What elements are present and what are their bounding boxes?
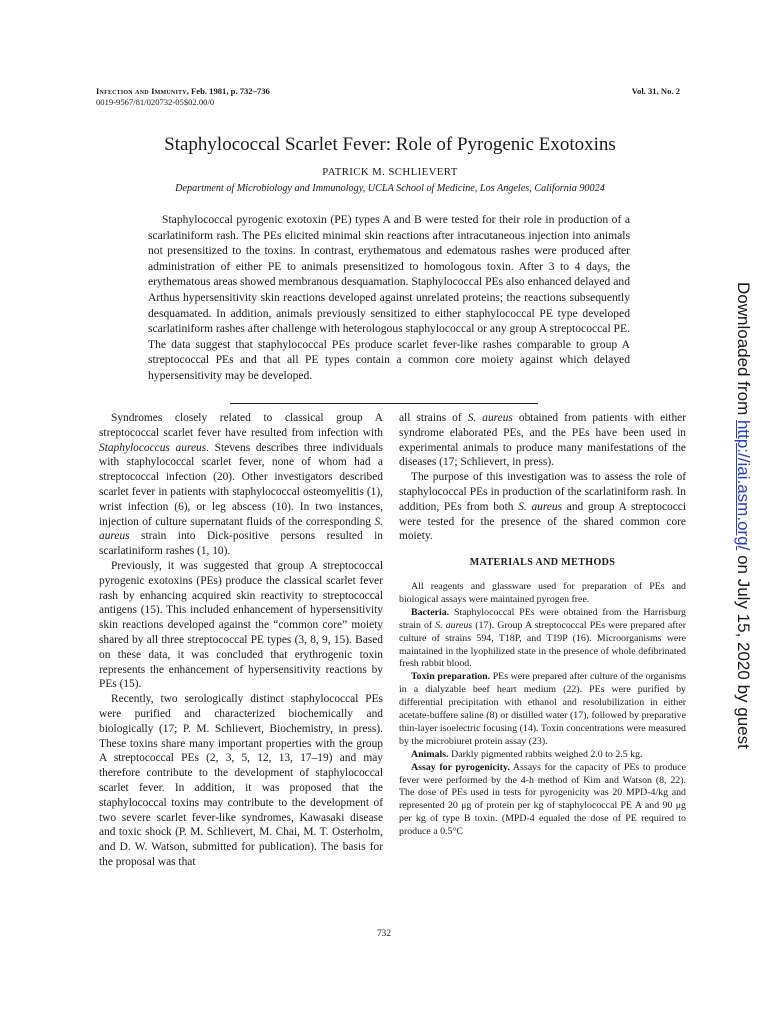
intro-paragraph-1: Syndromes closely related to classical group A streptococcal scarlet fever have resulted from infection with Staphylococcus aureus. Stevens describes three individuals with staphylococcal scarlet fever, none of whom had a streptococcal infection (20). Other investigators described scarlet fever in patients with staphylococcal osteomyelitis (1), wrist infection (6), or leg abscess (10). In two instances, injection of culture supernatant fluids of the corresponding S. aureus strain into Dick-positive persons resulted in scarlatiniform rashes (1, 10). [99,412,383,558]
author-affiliation: Department of Microbiology and Immunology, UCLA School of Medicine, Los Angeles, California 90024 [175,183,605,194]
article-title: Staphylococcal Scarlet Fever: Role of Pyrogenic Exotoxins [164,134,616,155]
intro-paragraph-4: all strains of S. aureus obtained from patients with either syndrome elaborated PEs, and the PEs have been used in experimental animals to produce many manifestations of the diseases (17; Schlievert, in press). [399,412,686,469]
abstract-divider [230,403,538,404]
left-column [99,411,383,870]
intro-paragraph-2: Previously, it was suggested that group A streptococcal pyrogenic exotoxins (PEs) produce the classical scarlet fever rash by enhancing acquired skin reactivity to streptococcal antigens (15). This included enhancement of hypersensitivity skin reactions developed against the “common core” moiety shared by all three streptococcal PE types (3, 8, 9, 15). Based on these data, it was concluded that erythrogenic toxin represents the enhancement of hypersensitivity reactions by PEs (15). [99,559,383,691]
methods-paragraph-bacteria: Bacteria. Staphylococcal PEs were obtained from the Harrisburg strain of S. aureus (17). Group A streptococcal PEs were prepared after culture of strains 594, T18P, and T19P (16). Microorganisms were maintained in the lyophilized state in the presence of whole defibrinated fresh rabbit blood. [399,606,686,670]
page-number: 732 [376,929,392,939]
running-header-left [96,86,496,108]
methods-paragraph-reagents: All reagents and glassware used for preparation of PEs and biological assays were maintained pyrogen free. [399,580,686,605]
intro-paragraph-3: Recently, two serologically distinct staphylococcal PEs were purified and characterized biochemically and biologically (17; P. M. Schlievert, Biochemistry, in press). These toxins share many important properties with the group A streptococcal PEs (2, 3, 5, 12, 13, 17–19) and may therefore contribute to the development of staphylococcal scarlet fever. In addition, it was proposed that the staphylococcal toxins may contribute to the development of two severe scarlet fever-like syndromes, Kawasaki disease and toxic shock (P. M. Schlievert, M. Chai, M. T. Osterholm, and D. W. Watson, submitted for publication). The basis for the proposal was that [99,693,383,868]
abstract: Staphylococcal pyrogenic exotoxin (PE) types A and B were tested for their role in production of a scarlatiniform rash. The PEs elicited minimal skin reactions after intracutaneous injection into animals not presensitized to the toxins. In contrast, erythematous and edematous rashes were produced after administration of either PE to animals presensitized to homologous toxin. After 3 to 4 days, the erythematous areas showed membranous desquamation. Staphylococcal PEs also enhanced delayed and Arthus hypersensitivity skin reactions developed against unrelated proteins; the reactions subsequently desquamated. In addition, animals previously sensitized to either staphylococcal PE type developed scarlatiniform rashes after challenge with heterologous staphylococcal or any group A streptococcal PE. The data suggest that staphylococcal PEs produce scarlet fever-like rashes comparable to group A streptococcal PEs and that all PE types contain a common core moiety against which delayed hypersensitivity may be developed. [148,213,630,382]
journal-site-link[interactable]: http://iai.asm.org/ [734,419,753,551]
intro-paragraph-5: The purpose of this investigation was to assess the role of staphylococcal PEs in production of the scarlatiniform rash. In addition, PEs from both S. aureus and group A streptococci were tested for the presence of the shared common core moiety. [399,471,686,543]
right-column [399,411,686,839]
methods-paragraph-animals: Animals. Darkly pigmented rabbits weighed 2.0 to 2.5 kg. [411,748,643,760]
section-heading-methods: MATERIALS AND METHODS [469,557,616,569]
issue-date-pages: , Feb. 1981, p. 732–736 [186,86,270,96]
volume-label: Vol. 31, No. 2 [631,86,680,96]
methods-paragraph-pyrogenicity: Assay for pyrogenicity. Assays for the capacity of PEs to produce fever were performed by the 4-h method of Kim and Watson (8, 22). The dose of PEs used in tests for pyrogenicity was 20 MPD-4/kg and represented 20 μg of protein per kg of staphylococcal PE A and 90 μg per kg of type B toxin. (MPD-4 equaled the dose of PE required to produce a 0.5°C [399,761,686,838]
article-code: 0019-9567/81/020732-05$02.00/0 [96,97,215,107]
author-name: PATRICK M. SCHLIEVERT [322,166,458,178]
journal-name: Infection and Immunity [96,86,187,96]
methods-paragraph-toxin: Toxin preparation. PEs were prepared after culture of the organisms in a dialyzable beef heart medium (22). PEs were purified by differential precipitation with ethanol and resolubilization in either acetate-buffere saline (8) or distilled water (17), followed by preparative thin-layer isoelectric focusing (14). Toxin concentrations were measured by the microbiuret protein assay (23). [399,671,686,747]
methods-text [399,581,686,839]
download-banner-text: Downloaded from http://iai.asm.org/ on July 15, 2020 by guest [734,282,753,749]
download-banner [733,282,753,752]
